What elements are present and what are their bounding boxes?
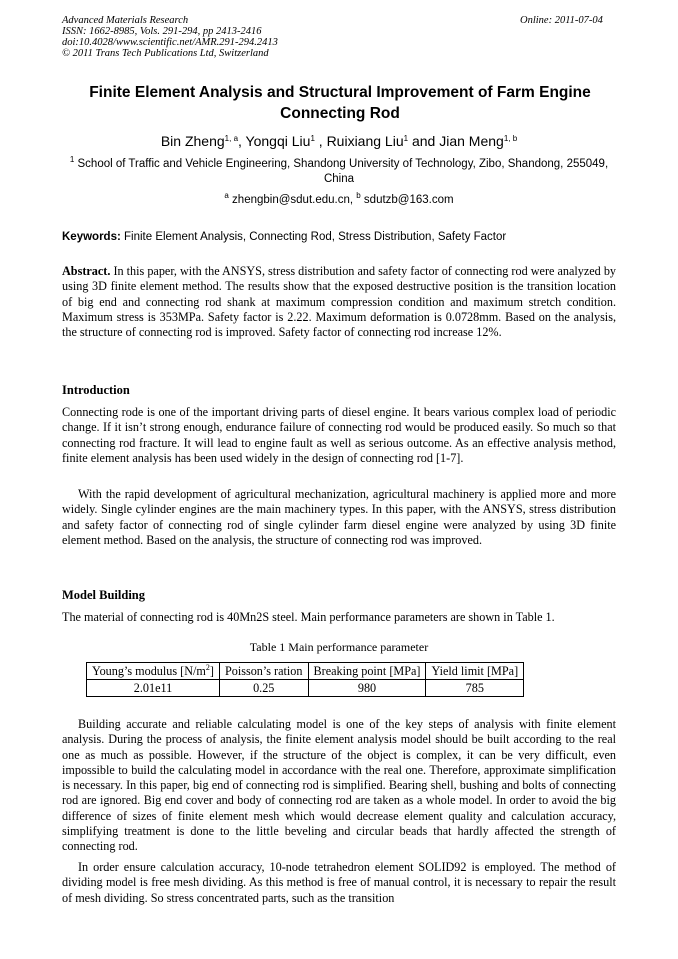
author-name: Bin Zheng [160, 133, 225, 149]
table-cell: 2.01e11 [87, 680, 220, 697]
author-name: Jian Meng [439, 133, 504, 149]
author-separator: and [408, 133, 440, 149]
email-list [62, 193, 616, 208]
author-superscript: 1, b [503, 134, 518, 143]
paragraph: In order ensure calculation accuracy, 10-node tetrahedron element SOLID92 is employed. The method of dividing model is free mesh dividing. As this method is free of manual control, it is necessary to repair the result of mesh dividing. So stress concentrated parts, such as the transition [62, 860, 616, 905]
header-superscript: 2 [205, 663, 210, 672]
paragraph: Connecting rode is one of the important driving parts of diesel engine. It bears various complex load of periodic change. If it isn’t strong enough, endurance failure of connecting rod would be produced easily. So much so that connecting rod fracture. It will lead to engine fault as well as serious outcome. As an effective analysis method, finite element analysis has been used widely in the design of connecting rod [1-7]. [62, 405, 616, 465]
abstract-text: In this paper, with the ANSYS, stress distribution and safety factor of connecting rod were analyzed by using 3D finite element method. The results show that the exposed destructive position is the transition location of big end and connecting rod shank at maximum compression condition and maximum stretch condition. Maximum stress is 353MPa. Safety factor is 2.22. Maximum deformation is 0.0728mm. Based on the analysis, the structure of connecting rod is improved. Safety factor of connecting rod increase 12%. [62, 264, 617, 340]
email-address[interactable]: sdutzb@163.com [363, 194, 454, 206]
journal-header [62, 15, 278, 59]
email-superscript: b [356, 191, 361, 200]
affiliation-superscript: 1 [69, 155, 75, 164]
section-heading-model-building: Model Building [62, 588, 146, 602]
keywords-text: Finite Element Analysis, Connecting Rod, Stress Distribution, Safety Factor [124, 231, 507, 243]
author-name: Ruixiang Liu [326, 133, 404, 149]
email-address[interactable]: zhengbin@sdut.edu.cn [232, 194, 350, 206]
paragraph: With the rapid development of agricultural mechanization, agricultural machinery is applied more and more widely. Single cylinder engines are the main machinery types. In this paper, with the ANSYS, stress distribution and safety factor of connecting rod of single cylinder farm diesel engine were analyzed by using 3D finite element method. Based on the analysis, the structure of connecting rod was improved. [62, 487, 616, 547]
affiliation [62, 157, 616, 187]
email-separator: , [349, 194, 357, 206]
keywords [62, 230, 616, 245]
abstract-label: Abstract. [62, 264, 111, 278]
copyright-line: © 2011 Trans Tech Publications Ltd, Switzerland [62, 48, 269, 59]
table-cell: 785 [426, 680, 524, 697]
table-caption: Table 1 Main performance parameter [249, 640, 429, 654]
email-superscript: a [224, 191, 229, 200]
keywords-label: Keywords: [62, 231, 121, 243]
paper-title: Finite Element Analysis and Structural Improvement of Farm Engine Connecting Rod [89, 84, 591, 122]
table-header-cell: Yield limit [MPa] [426, 663, 524, 680]
table-cell: 0.25 [219, 680, 308, 697]
author-separator: , [314, 133, 327, 149]
doi-line: doi:10.4028/www.scientific.net/AMR.291-294.2413 [62, 37, 278, 48]
author-list [62, 131, 616, 151]
table-header-cell: Breaking point [MPa] [308, 663, 426, 680]
abstract [62, 264, 616, 340]
author-name: Yongqi Liu [245, 133, 311, 149]
section-heading-introduction: Introduction [62, 383, 130, 397]
author-superscript: 1 [310, 134, 315, 143]
online-date: Online: 2011-07-04 [520, 15, 603, 26]
author-superscript: 1, a [224, 134, 239, 143]
table-row [87, 680, 524, 697]
performance-table [86, 662, 524, 697]
author-superscript: 1 [403, 134, 409, 143]
header-text: Young’s modulus [N/m [92, 664, 206, 678]
affiliation-text: School of Traffic and Vehicle Engineering, Shandong University of Technology, Zibo, Shandong, 255049, China [77, 158, 609, 185]
paragraph: The material of connecting rod is 40Mn2S steel. Main performance parameters are shown in Table 1. [62, 610, 555, 624]
author-separator: , [238, 133, 246, 149]
issn-line: ISSN: 1662-8985, Vols. 291-294, pp 2413-2416 [62, 26, 262, 37]
journal-name: Advanced Materials Research [62, 15, 189, 26]
table-header-row [87, 663, 524, 680]
header-tail: ] [209, 664, 214, 678]
table-header-cell [87, 663, 220, 680]
table-header-cell: Poisson’s ration [219, 663, 308, 680]
paragraph: Building accurate and reliable calculating model is one of the key steps of analysis with finite element analysis. During the process of analysis, the finite element analysis model should be built according to the real one as much as possible. However, if the structure of the object is complex, it can be very difficult, even impossible to build the calculating model in accordance with the real one. Therefore, approximate simplification is necessary. In this paper, big end of connecting rod is simplified. Bearing shell, bushing and bolts of connecting rod are ignored. Big end cover and body of connecting rod are taken as a whole model. In order to avoid the big difference of sizes of finite element mesh which would decrease element quality and calculation accuracy, simplifying treatment is done to the little beveling and circular beads that hardly affected the strength of connecting rod. [62, 717, 616, 854]
table-cell: 980 [308, 680, 426, 697]
